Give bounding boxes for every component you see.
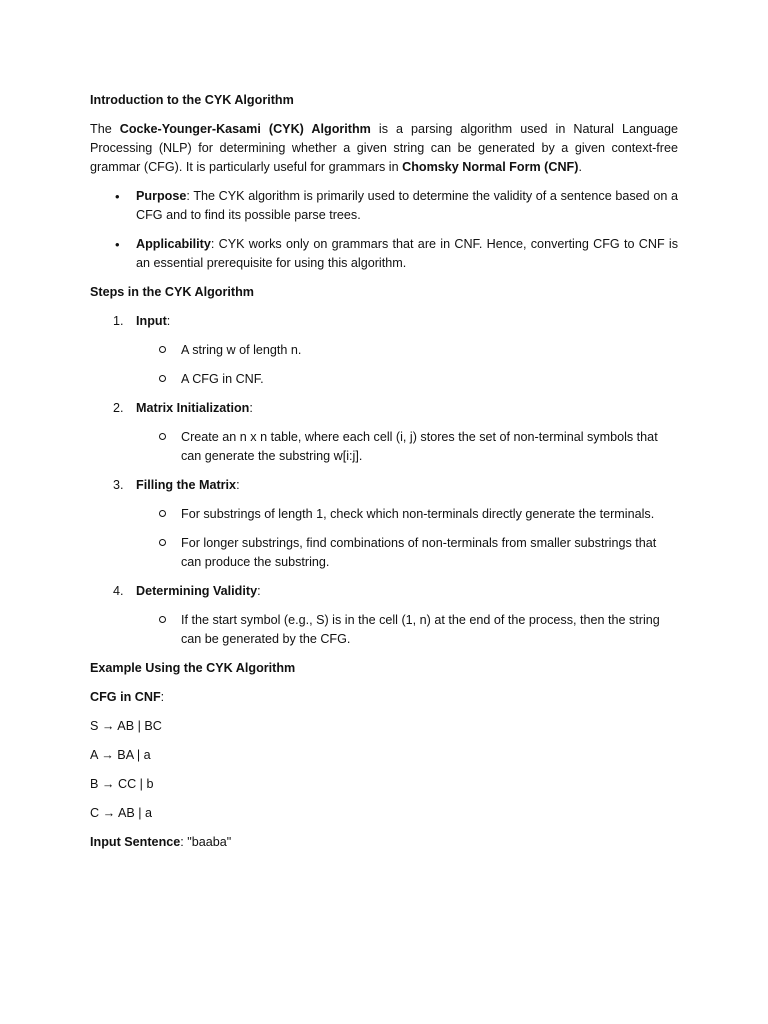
intro-heading: Introduction to the CYK Algorithm xyxy=(90,93,294,107)
bullet-icon: • xyxy=(115,189,120,204)
document-page xyxy=(90,91,678,862)
sub-item: If the start symbol (e.g., S) is in the cell (1, n) at the end of the process, then the string can be generated by the CFG. xyxy=(90,611,678,649)
intro-bullet-list xyxy=(90,187,678,273)
grammar-rule: A → BA | a xyxy=(90,748,151,762)
list-item: • Applicability: CYK works only on grammars that are in CNF. Hence, converting CFG to CNF is an essential prerequisite for using this algorithm. xyxy=(115,237,678,270)
cfg-label: CFG in CNF: xyxy=(90,690,165,704)
step-item: 3. Filling the Matrix: xyxy=(113,478,240,492)
sub-item: For longer substrings, find combinations of non-terminals from smaller substrings that can produce the substring. xyxy=(90,534,678,572)
input-sentence: Input Sentence: "baaba" xyxy=(90,835,232,849)
grammar-rule: C → AB | a xyxy=(90,806,153,820)
sub-item: Create an n x n table, where each cell (i, j) stores the set of non-terminal symbols that can generate the substring w[i:j]. xyxy=(90,428,678,466)
intro-paragraph: The Cocke-Younger-Kasami (CYK) Algorithm is a parsing algorithm used in Natural Language Processing (NLP) for determining whether a given string can be generated by a given context-free grammar (CFG). It is particularly useful for grammars in Chomsky Normal Form (CNF). xyxy=(90,122,679,174)
step-item: 4. Determining Validity: xyxy=(113,584,261,598)
sub-item: A string w of length n. xyxy=(90,341,678,360)
cyk-term: Cocke-Younger-Kasami (CYK) Algorithm xyxy=(119,122,371,136)
hollow-bullet-icon xyxy=(159,510,166,517)
step-item: 2. Matrix Initialization: xyxy=(113,401,253,415)
list-item: • Purpose: The CYK algorithm is primarily used to determine the validity of a sentence based on a CFG and to find its possible parse trees. xyxy=(115,189,678,222)
hollow-bullet-icon xyxy=(159,433,166,440)
hollow-bullet-icon xyxy=(159,346,166,353)
hollow-bullet-icon xyxy=(159,616,166,623)
example-heading: Example Using the CYK Algorithm xyxy=(90,661,296,675)
grammar-rule: S → AB | BC xyxy=(90,719,162,733)
hollow-bullet-icon xyxy=(159,375,166,382)
sub-item: A CFG in CNF. xyxy=(90,370,678,389)
grammar-rule: B → CC | b xyxy=(90,777,154,791)
hollow-bullet-icon xyxy=(159,539,166,546)
sub-item: For substrings of length 1, check which non-terminals directly generate the terminals. xyxy=(90,505,678,524)
cnf-term: Chomsky Normal Form (CNF) xyxy=(402,160,579,174)
steps-heading: Steps in the CYK Algorithm xyxy=(90,285,254,299)
step-item: 1. Input: xyxy=(113,314,171,328)
bullet-icon: • xyxy=(115,237,120,252)
